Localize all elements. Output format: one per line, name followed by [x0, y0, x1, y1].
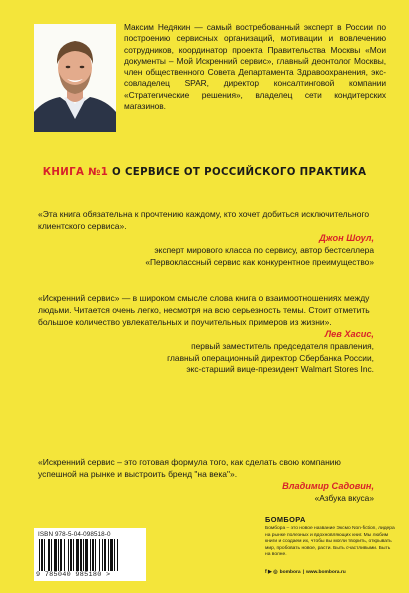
- quote-role-line: экс-старший вице-президент Walmart Stores Inc.: [186, 364, 374, 374]
- quote-role-line: главный операционный директор Сбербанка России,: [167, 352, 374, 363]
- barcode-digits: 9 785040 985180 >: [36, 571, 111, 579]
- tagline-highlight: КНИГА №1: [42, 167, 109, 178]
- quote-text: «Эта книга обязательна к прочтению каждому, кто хочет добиться исключительного клиентского сервиса».: [38, 209, 370, 231]
- review-quote-1: [38, 208, 374, 268]
- social-icons: f ▶ ◎: [265, 569, 278, 575]
- quote-role-line: «Азбука вкуса»: [314, 493, 374, 503]
- quote-author: Джон Шоул,: [319, 233, 374, 243]
- quote-role-line: первый заместитель председателя правления,: [191, 341, 374, 351]
- author-bio: Максим Недякин — самый востребованный эксперт в России по построению сервисных организаций, мотивации и вовлечению сотрудников, координатор проекта Правительства Москвы «Мои документы – Мой Искренний сервис», главный деонтолог Москвы, член общественного Совета Департамента Здравоохранения, экс-совладелец SPAR, директор консалтинговой компании «Стратегические решения», владелец сети кондитерских магазинов.: [124, 22, 386, 112]
- quote-author: Владимир Садовин,: [282, 481, 374, 491]
- review-quote-2: [38, 292, 374, 376]
- publisher-logo: БОМБОРА: [265, 515, 306, 524]
- review-quote-3: [38, 456, 374, 505]
- social-separator: |: [302, 569, 304, 575]
- quote-role-line: эксперт мирового класса по сервису, автор бестселлера: [154, 245, 374, 255]
- publisher-social: [265, 569, 346, 575]
- publisher-description: Бомбора – это новое название Эксмо Non-fiction, лидера на рынке полезных и вдохновляющих книг. Мы любим книги и создаем их, чтобы вы могли творить, открывать мир, пробовать новое, расти. Быть счастливыми. Быть на волне.: [265, 526, 395, 557]
- publisher-website[interactable]: www.bombora.ru: [305, 569, 346, 575]
- barcode-block: [34, 528, 146, 581]
- social-handle: bombora: [279, 569, 301, 575]
- quote-text: «Искренний сервис – это готовая формула того, как сделать свою компанию успешной на рынке и выстроить бренд "на века"».: [38, 457, 341, 479]
- barcode-icon: [39, 539, 141, 571]
- author-photo: [34, 24, 116, 132]
- quote-text: «Искренний сервис» — в широком смысле слова книга о взаимоотношениях между людьми. Читается очень легко, несмотря на всю серьезность темы. Стоит отметить большое количество увлекательных и поучительных примеров из жизни».: [38, 293, 370, 327]
- book-tagline: [0, 167, 409, 178]
- tagline-rest: О СЕРВИСЕ ОТ РОССИЙСКОГО ПРАКТИКА: [108, 167, 367, 178]
- quote-role-line: «Первоклассный сервис как конкурентное преимущество»: [145, 256, 374, 267]
- isbn-number: ISBN 978-5-04-098518-0: [38, 531, 111, 538]
- quote-author: Лев Хасис,: [324, 329, 374, 339]
